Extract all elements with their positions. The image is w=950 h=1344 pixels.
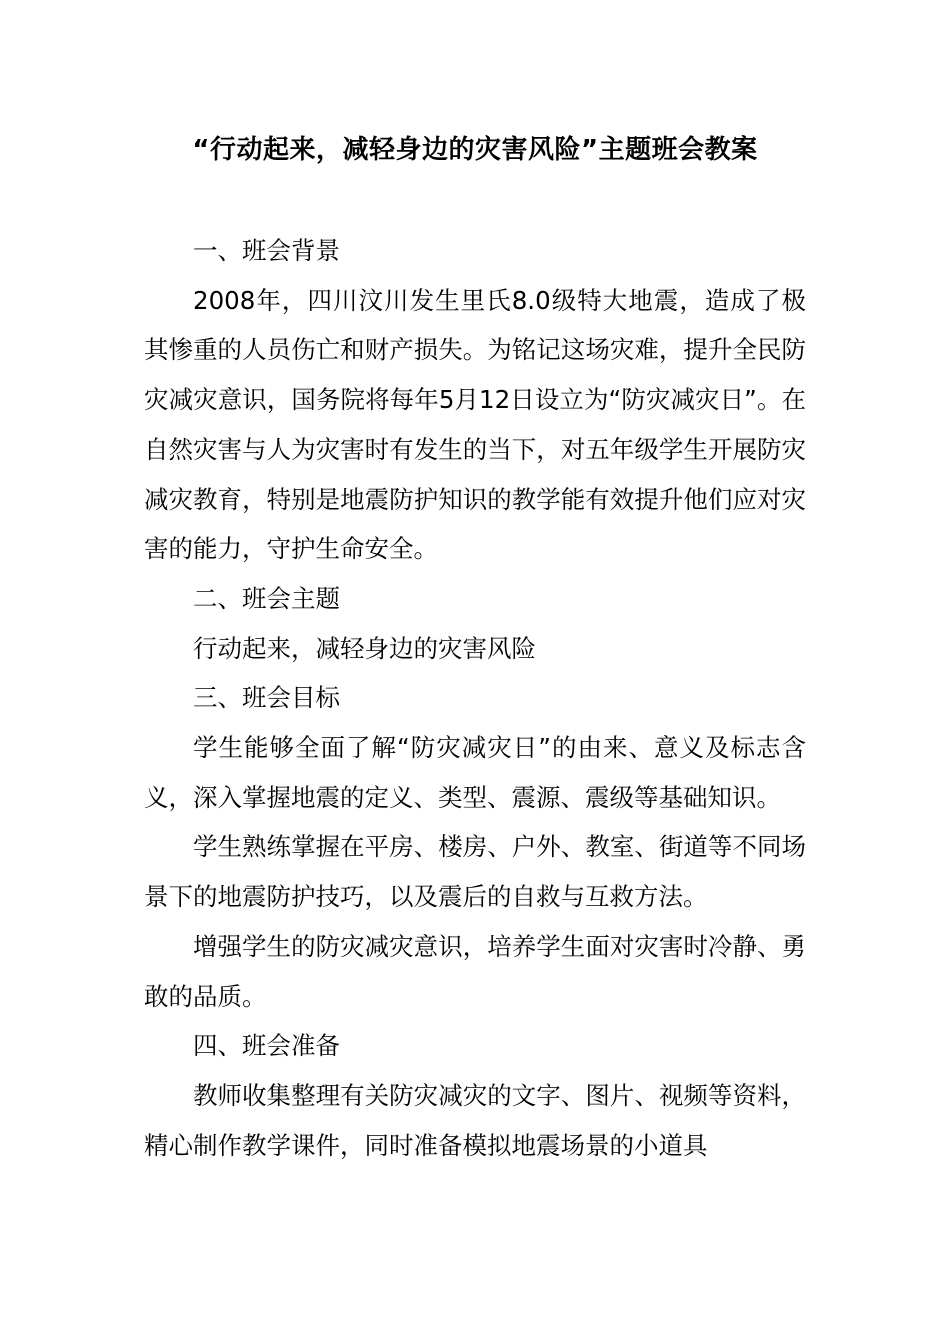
paragraph-goal-2: 学生熟练掌握在平房、楼房、户外、教室、街道等不同场景下的地震防护技巧，以及震后的自救与互救方法。 <box>144 832 806 912</box>
paragraph-background: 2008年，四川汶川发生里氏8.0级特大地震，造成了极其惨重的人员伤亡和财产损失。为铭记这场灾难，提升全民防灾减灾意识，国务院将每年5月12日设立为“防灾减灾日”。在自然灾害与人为灾害时有发生的当下，对五年级学生开展防灾减灾教育，特别是地震防护知识的教学能有效提升他们应对灾害的能力，守护生命安全。 <box>144 285 806 564</box>
paragraph-theme: 行动起来，减轻身边的灾害风险 <box>193 633 536 663</box>
section-heading-theme: 二、班会主题 <box>193 583 340 613</box>
paragraph-goal-3: 增强学生的防灾减灾意识，培养学生面对灾害时冷静、勇敢的品质。 <box>144 931 806 1011</box>
section-heading-goals: 三、班会目标 <box>193 683 340 713</box>
section-heading-background: 一、班会背景 <box>193 236 340 265</box>
section-heading-preparation: 四、班会准备 <box>193 1031 340 1061</box>
paragraph-preparation: 教师收集整理有关防灾减灾的文字、图片、视频等资料，精心制作教学课件，同时准备模拟地震场景的小道具 <box>144 1080 806 1160</box>
document-body <box>144 226 806 1170</box>
document-title: “行动起来，减轻身边的灾害风险”主题班会教案 <box>192 135 758 165</box>
paragraph-goal-1: 学生能够全面了解“防灾减灾日”的由来、意义及标志含义，深入掌握地震的定义、类型、震源、震级等基础知识。 <box>144 733 806 812</box>
